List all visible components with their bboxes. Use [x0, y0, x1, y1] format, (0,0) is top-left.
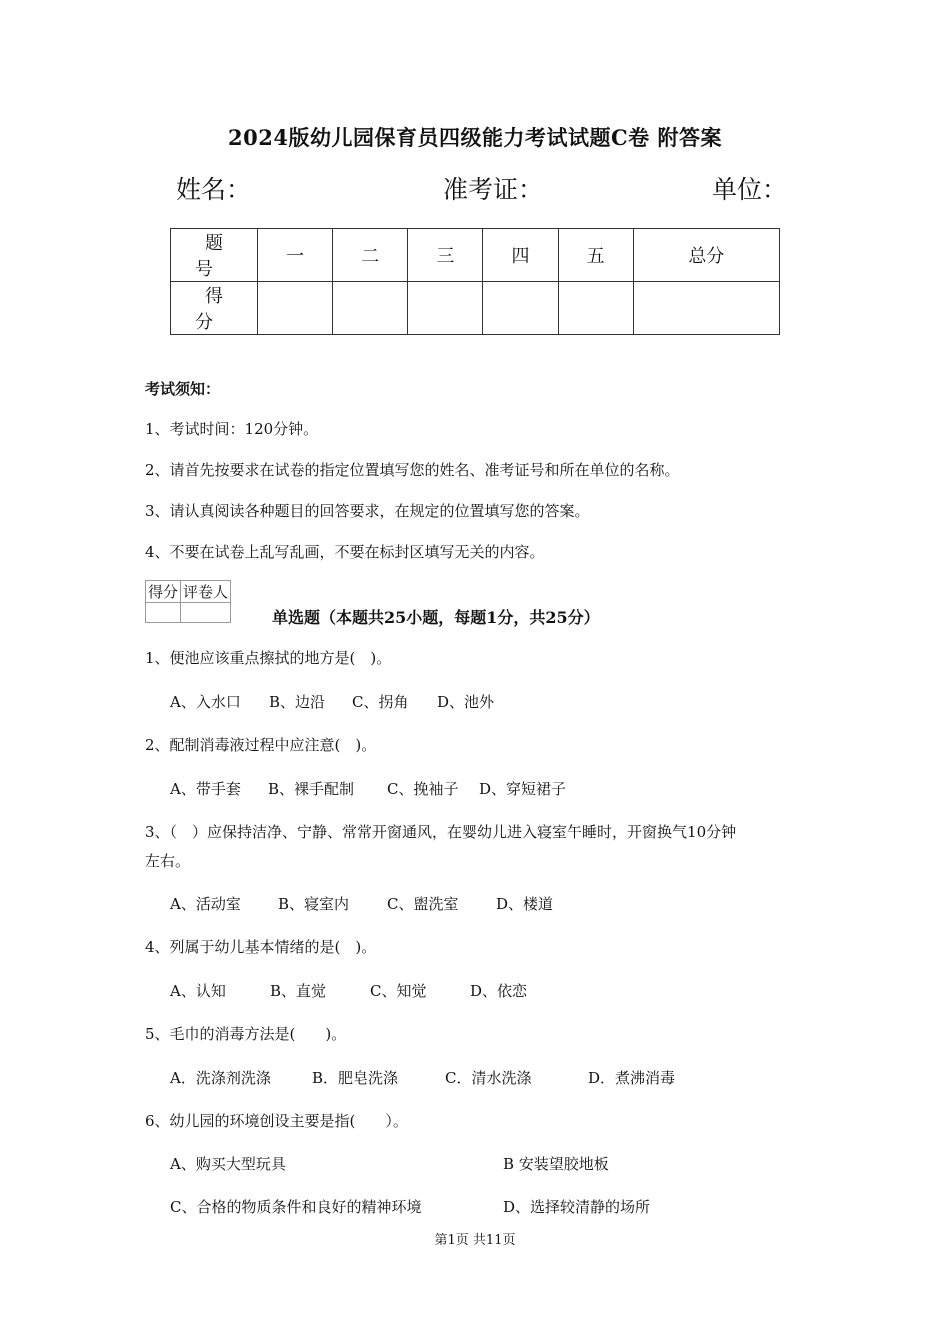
option-d: D、穿短裙子 — [479, 780, 567, 798]
page-footer: 第1页 共11页 — [434, 1233, 516, 1248]
option-a: A．洗涤剂洗涤 — [170, 1069, 271, 1087]
name-label: 姓名： — [176, 175, 252, 204]
notice-title: 考试须知： — [145, 380, 221, 398]
option-c: C、合格的物质条件和良好的精神环境 — [170, 1198, 422, 1216]
question-5: 5、毛巾的消毒方法是( )。 — [145, 1025, 347, 1043]
notice-item: 4、不要在试卷上乱写乱画，不要在标封区填写无关的内容。 — [145, 543, 545, 561]
question-3: 3、（ ）应保持洁净、宁静、常常开窗通风，在婴幼儿进入寝室午睡时，开窗换气10分钟 — [145, 823, 737, 841]
question-number-header: 题号 — [171, 229, 258, 282]
grader-name-cell — [181, 603, 231, 623]
column-header: 总分 — [633, 229, 779, 282]
option-b: B、寝室内 — [278, 895, 350, 913]
section-title: 单选题（本题共25小题，每题1分，共25分） — [272, 608, 600, 627]
column-header: 三 — [408, 229, 483, 282]
option-b: B．肥皂洗涤 — [312, 1069, 399, 1087]
question-2: 2、配制消毒液过程中应注意( )。 — [145, 736, 377, 754]
question-1: 1、便池应该重点擦拭的地方是( )。 — [145, 649, 392, 667]
score-cell — [408, 282, 483, 335]
score-row-label: 得分 — [171, 282, 258, 335]
option-a: A、带手套 — [170, 780, 241, 798]
option-c: C、拐角 — [352, 693, 409, 711]
option-b: B、裸手配制 — [268, 780, 355, 798]
option-d: D、楼道 — [496, 895, 554, 913]
option-d: D、选择较清静的场所 — [503, 1198, 651, 1216]
score-cell — [633, 282, 779, 335]
score-table-header-row — [171, 229, 780, 282]
score-table — [170, 228, 780, 335]
score-cell — [258, 282, 333, 335]
option-a: A、购买大型玩具 — [170, 1155, 286, 1173]
exam-id-label: 准考证： — [443, 175, 544, 204]
option-c: C、知觉 — [370, 982, 427, 1000]
option-b: B、边沿 — [269, 693, 326, 711]
option-b: B、直觉 — [270, 982, 327, 1000]
unit-label: 单位： — [712, 175, 788, 204]
notice-item: 3、请认真阅读各种题目的回答要求，在规定的位置填写您的答案。 — [145, 502, 590, 520]
question-3-continued: 左右。 — [145, 852, 191, 870]
grader-box — [145, 580, 231, 623]
notice-item: 2、请首先按要求在试卷的指定位置填写您的姓名、准考证号和所在单位的名称。 — [145, 461, 680, 479]
question-4: 4、列属于幼儿基本情绪的是( )。 — [145, 938, 377, 956]
option-c: C、挽袖子 — [387, 780, 459, 798]
question-6: 6、幼儿园的环境创设主要是指( ）。 — [145, 1112, 408, 1130]
column-header: 四 — [483, 229, 558, 282]
option-d: D、依恋 — [470, 982, 528, 1000]
option-a: A、入水口 — [170, 693, 241, 711]
option-d: D、池外 — [437, 693, 495, 711]
option-d: D．煮沸消毒 — [588, 1069, 676, 1087]
grader-score-label: 得分 — [146, 581, 181, 603]
option-c: C．清水洗涤 — [445, 1069, 532, 1087]
grader-name-label: 评卷人 — [181, 581, 231, 603]
document-title: 2024版幼儿园保育员四级能力考试试题C卷 附答案 — [228, 125, 722, 150]
option-c: C、盥洗室 — [387, 895, 459, 913]
option-a: A、活动室 — [170, 895, 241, 913]
notice-item: 1、考试时间：120分钟。 — [145, 420, 319, 438]
option-b: B 安装望胶地板 — [503, 1155, 609, 1173]
score-cell — [483, 282, 558, 335]
score-cell — [333, 282, 408, 335]
score-table-score-row — [171, 282, 780, 335]
option-a: A、认知 — [170, 982, 226, 1000]
score-cell — [558, 282, 633, 335]
column-header: 五 — [558, 229, 633, 282]
column-header: 一 — [258, 229, 333, 282]
grader-score-cell — [146, 603, 181, 623]
column-header: 二 — [333, 229, 408, 282]
